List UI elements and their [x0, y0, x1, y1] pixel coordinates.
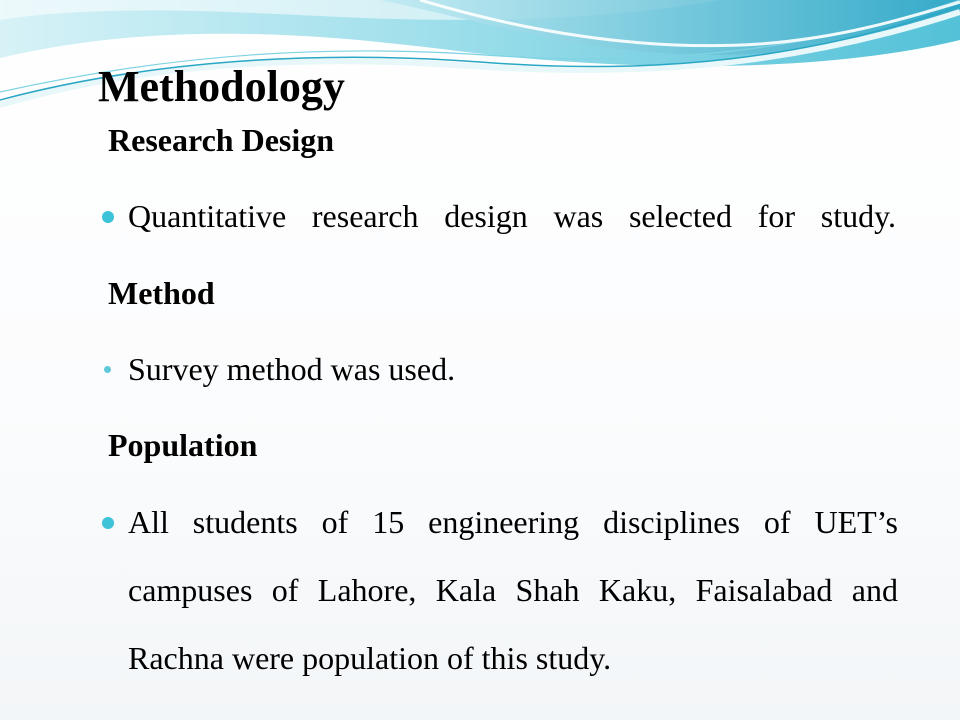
- bullet-text-research-design: Quantitative research design was selected for study.: [128, 198, 896, 234]
- section-heading-method: Method: [108, 275, 215, 311]
- slide-title: Methodology: [98, 62, 345, 111]
- bullet-dot-icon: [102, 211, 114, 223]
- section-heading-population: Population: [108, 427, 258, 463]
- bullet-text-population: All students of 15 engineering disciplines of UET’s campuses of Lahore, Kala Shah Kaku, Faisalabad and Rachna were population of this study.: [128, 504, 898, 676]
- section-heading-research-design: Research Design: [108, 122, 335, 158]
- bullet-dot-icon: [102, 517, 114, 529]
- bullet-text-method: Survey method was used.: [128, 351, 456, 387]
- bullet-dot-icon: [104, 366, 111, 373]
